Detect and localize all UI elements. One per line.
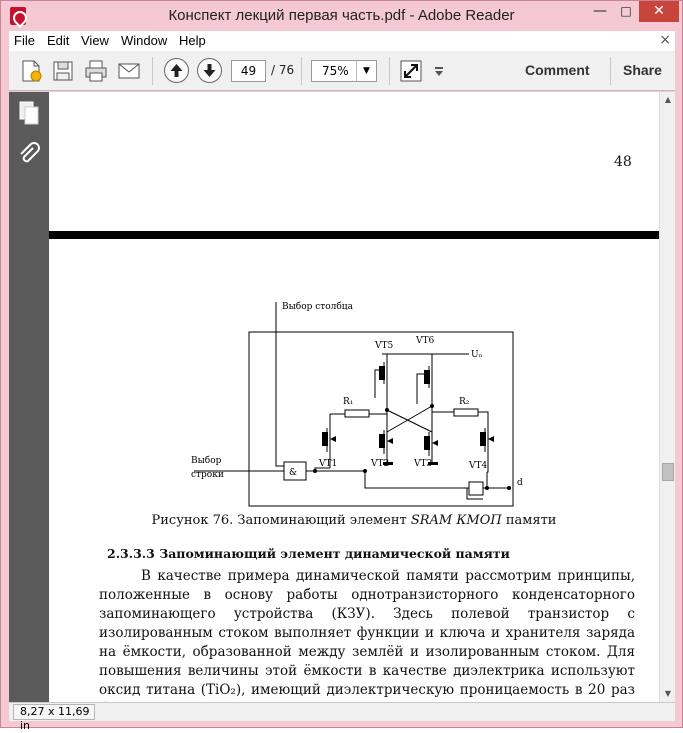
- status-bar: [9, 702, 675, 732]
- scroll-up-icon[interactable]: ▲: [664, 95, 672, 104]
- maximize-button[interactable]: □: [620, 4, 632, 18]
- label-vt5: VT5: [375, 341, 394, 351]
- label-r1: R₁: [343, 397, 354, 407]
- toolbar-separator: [389, 57, 390, 85]
- label-row-select-2: строки: [191, 470, 224, 480]
- close-button[interactable]: ✕: [639, 1, 679, 22]
- toolbar-separator: [610, 57, 611, 85]
- page-number: 48: [614, 154, 632, 170]
- chevron-down-icon[interactable]: ▼: [356, 61, 376, 81]
- figure-caption: Рисунок 76. Запоминающий элемент SRAM КМОП памяти: [151, 513, 557, 528]
- close-document-icon[interactable]: ×: [659, 32, 671, 48]
- comment-button[interactable]: Comment: [525, 62, 590, 78]
- toolbar-separator: [152, 57, 153, 85]
- print-icon[interactable]: [84, 59, 108, 83]
- navigation-panel: [9, 92, 49, 702]
- document-view[interactable]: [49, 92, 659, 702]
- share-button[interactable]: Share: [623, 62, 662, 78]
- label-vt6: VT6: [416, 336, 435, 346]
- pages-icon[interactable]: [17, 100, 41, 126]
- email-icon[interactable]: [117, 59, 141, 83]
- next-page-icon[interactable]: [197, 58, 222, 83]
- save-icon[interactable]: [51, 59, 75, 83]
- section-heading: 2.3.3.3 Запоминающий элемент динамической памяти: [107, 546, 510, 561]
- label-un: Uₙ: [471, 350, 483, 360]
- page-number-input[interactable]: 49: [231, 60, 266, 82]
- label-r2: R₂: [459, 397, 470, 407]
- prev-page-icon[interactable]: [164, 58, 189, 83]
- create-icon[interactable]: [19, 59, 43, 83]
- page-break-rule: [49, 231, 659, 239]
- label-column-select: Выбор столбца: [282, 302, 353, 312]
- attachments-icon[interactable]: [17, 142, 41, 168]
- minimize-button[interactable]: —: [593, 3, 607, 19]
- menu-window[interactable]: Window: [121, 33, 168, 48]
- scroll-down-icon[interactable]: ▼: [664, 689, 672, 698]
- title-bar: [1, 1, 682, 31]
- sram-circuit-figure: [189, 300, 529, 510]
- zoom-select[interactable]: [311, 60, 377, 82]
- menu-help[interactable]: Help: [179, 33, 206, 48]
- body-paragraph: В качестве примера динамической памяти рассмотрим принципы, положенные в основу работы однотранзисторного конденсаторного запоминающего устройства (КЗУ). Здесь полевой транзистор с изолированным стоком выполняет функции и ключа и хранителя заряда на ёмкости, образованной между землёй и изолированным стоком. Для повышения величины этой ёмкости в качестве диэлектрика используют оксид титана (TiO₂), имеющий диэлектрическую проницаемость в 20 раз: [99, 568, 635, 698]
- fit-page-icon[interactable]: [399, 59, 423, 83]
- label-vt2: VT2: [371, 459, 390, 469]
- label-vt1: VT1: [319, 459, 338, 469]
- label-and-gate: &: [289, 468, 298, 478]
- label-vt4: VT4: [469, 461, 488, 471]
- window-title: Конспект лекций первая часть.pdf - Adobe Reader: [168, 7, 515, 24]
- page-size-readout: 8,27 x 11,69 in: [13, 704, 95, 720]
- menu-edit[interactable]: Edit: [47, 33, 70, 48]
- zoom-value: 75%: [322, 64, 349, 78]
- scroll-thumb[interactable]: [662, 463, 674, 481]
- label-row-select-1: Выбор: [191, 456, 222, 466]
- menu-view[interactable]: View: [81, 33, 109, 48]
- toolbar-separator: [301, 57, 302, 85]
- toolbar: [9, 51, 675, 91]
- options-icon[interactable]: [433, 59, 445, 83]
- menu-bar: [9, 31, 675, 51]
- vertical-scrollbar[interactable]: [659, 92, 675, 702]
- page-total: / 76: [271, 63, 295, 77]
- label-vt3: VT3: [414, 459, 433, 469]
- label-d: d: [517, 478, 523, 488]
- menu-file[interactable]: File: [14, 33, 35, 48]
